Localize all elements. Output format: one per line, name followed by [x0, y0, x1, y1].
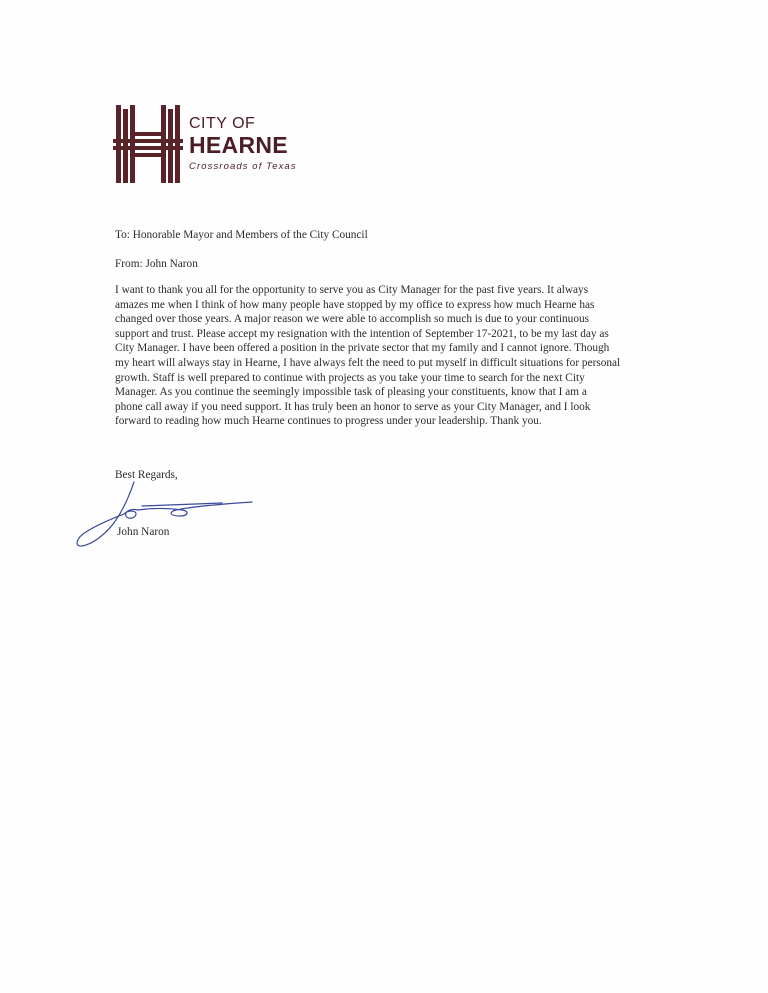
- body-line: changed over those years. A major reason we were able to accomplish so much is due to your continuous: [115, 313, 590, 326]
- city-hearne-logo-icon: [113, 105, 183, 183]
- body-line: growth. Staff is well prepared to continue with projects as you take your time to search for the next City: [115, 371, 585, 384]
- city-letterhead: [113, 105, 313, 185]
- body-line: forward to reading how much Hearne continues to progress under your leadership. Thank you.: [115, 415, 542, 428]
- sender-line: From: John Naron: [115, 258, 198, 270]
- letterhead-city-name: HEARNE: [189, 132, 288, 158]
- letterhead-text: [189, 115, 297, 174]
- closing-salutation: Best Regards,: [115, 469, 178, 481]
- signer-name: John Naron: [117, 526, 170, 538]
- letterhead-city-of: CITY OF: [189, 115, 256, 132]
- body-line: Manager. As you continue the seemingly impossible task of pleasing your constituents, know that I am a: [115, 386, 587, 399]
- letterhead-tagline: Crossroads of Texas: [189, 161, 297, 172]
- handwritten-signature: [72, 474, 262, 554]
- body-line: I want to thank you all for the opportunity to serve you as City Manager for the past five years. It always: [115, 284, 589, 296]
- recipient-line: To: Honorable Mayor and Members of the City Council: [115, 229, 368, 241]
- body-line: amazes me when I think of how many people have stopped by my office to express how much Hearne has: [115, 298, 595, 311]
- body-line: phone call away if you need support. It has truly been an honor to serve as your City Manager, and I look: [115, 400, 591, 413]
- body-line: my heart will always stay in Hearne, I have always felt the need to put myself in difficult situations for personal: [115, 356, 621, 369]
- body-line: City Manager. I have been offered a position in the private sector that my family and I cannot ignore. Though: [115, 342, 610, 355]
- letter-body: [115, 283, 655, 429]
- body-line: support and trust. Please accept my resignation with the intention of September 17-2021, to be my last day as: [115, 327, 609, 340]
